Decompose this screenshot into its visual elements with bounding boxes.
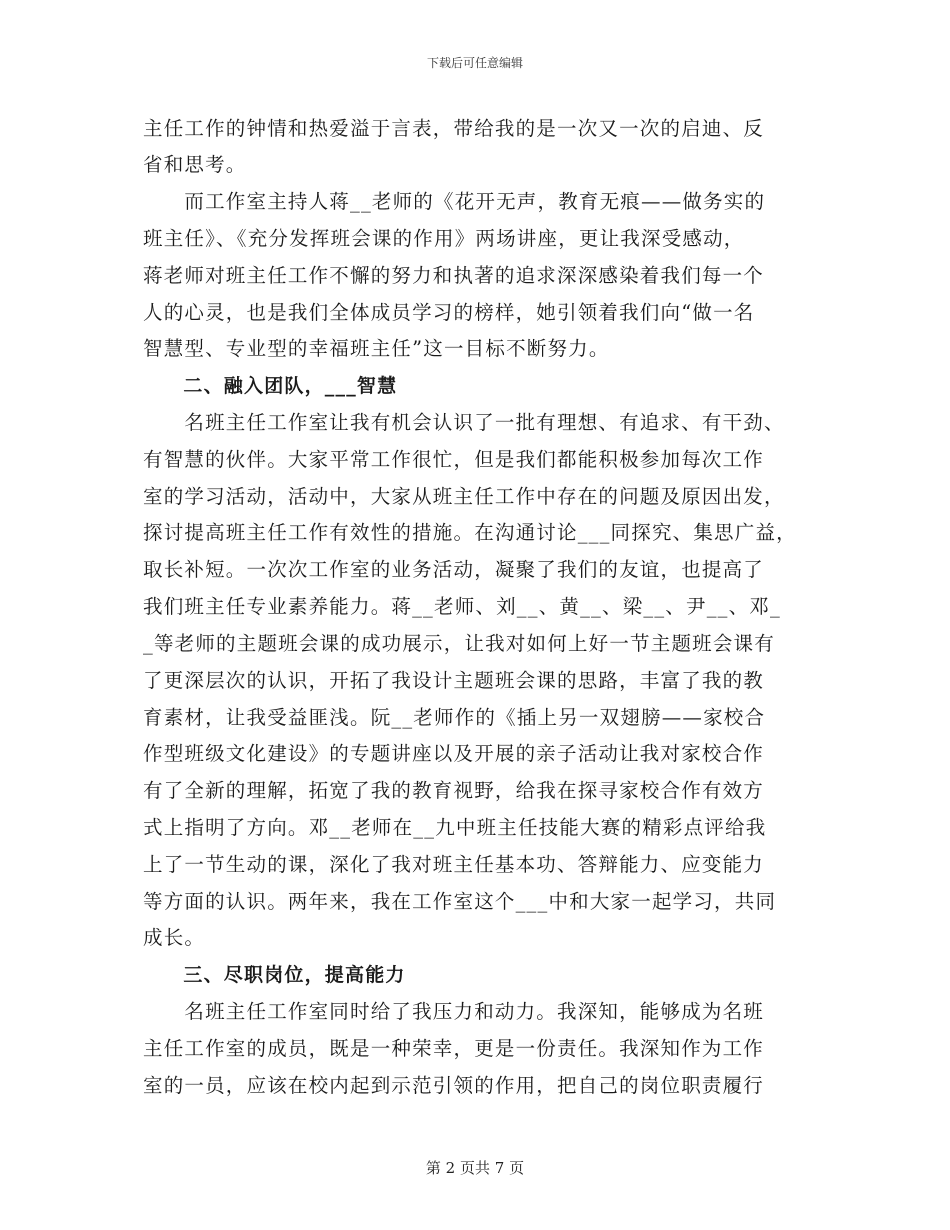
- text-line: 智慧型、专业型的幸福班主任”这一目标不断努力。: [143, 337, 610, 360]
- text-line: 而工作室主持人蒋__老师的《花开无声，教育无痕——做务实的: [143, 190, 766, 213]
- text-line: 室的一员，应该在校内起到示范引领的作用，把自己的岗位职责履行: [143, 1074, 765, 1097]
- text-line: 了更深层次的认识，开拓了我设计主题班会课的思路，丰富了我的教: [143, 669, 765, 692]
- page-header: 下载后可任意编辑: [426, 56, 523, 70]
- text-line: 班主任》、《充分发挥班会课的作用》两场讲座，更让我深受感动，: [143, 227, 745, 250]
- text-line: 主任工作室的成员，既是一种荣幸，更是一份责任。我深知作为工作: [143, 1037, 765, 1060]
- text-line: 等方面的认识。两年来，我在工作室这个___中和大家一起学习，共同: [143, 890, 777, 913]
- text-line: 室的学习活动，活动中，大家从班主任工作中存在的问题及原因出发，: [143, 485, 785, 508]
- text-line: 我们班主任专业素养能力。蒋__老师、刘__、黄__、梁__、尹__、邓_: [143, 595, 781, 618]
- text-line: 探讨提高班主任工作有效性的措施。在沟通讨论___同探究、集思广益，: [143, 521, 797, 544]
- text-line: 取长补短。一次次工作室的业务活动，凝聚了我们的友谊，也提高了: [143, 558, 765, 581]
- text-line: _等老师的主题班会课的成功展示，让我对如何上好一节主题班会课有: [143, 632, 775, 655]
- text-line: 成长。: [143, 926, 206, 949]
- text-line: 式上指明了方向。邓__老师在__九中班主任技能大赛的精彩点评给我: [143, 816, 767, 839]
- section-heading: 三、尽职岗位，提高能力: [143, 964, 406, 986]
- page-footer: 第 2 页共 7 页: [425, 1159, 525, 1177]
- text-line: 育素材，让我受益匪浅。阮__老师作的《插上另一双翅膀——家校合: [143, 706, 766, 729]
- text-line: 上了一节生动的课，深化了我对班主任基本功、答辩能力、应变能力: [143, 853, 765, 876]
- text-line: 有了全新的理解，拓宽了我的教育视野，给我在探寻家校合作有效方: [143, 779, 765, 802]
- text-line: 有智慧的伙伴。大家平常工作很忙，但是我们都能积极参加每次工作: [143, 448, 765, 471]
- section-heading: 二、融入团队，___智慧: [143, 375, 398, 397]
- text-line: 主任工作的钟情和热爱溢于言表，带给我的是一次又一次的启迪、反: [143, 117, 765, 140]
- text-line: 蒋老师对班主任工作不懈的努力和执著的追求深深感染着我们每一个: [143, 264, 765, 287]
- text-line: 名班主任工作室让我有机会认识了一批有理想、有追求、有干劲、: [143, 411, 785, 434]
- text-line: 省和思考。: [143, 153, 247, 176]
- text-line: 作型班级文化建设》的专题讲座以及开展的亲子活动让我对家校合作: [143, 742, 765, 765]
- text-line: 人的心灵，也是我们全体成员学习的榜样，她引领着我们向“做一名: [143, 301, 755, 324]
- text-line: 名班主任工作室同时给了我压力和动力。我深知，能够成为名班: [143, 1000, 765, 1023]
